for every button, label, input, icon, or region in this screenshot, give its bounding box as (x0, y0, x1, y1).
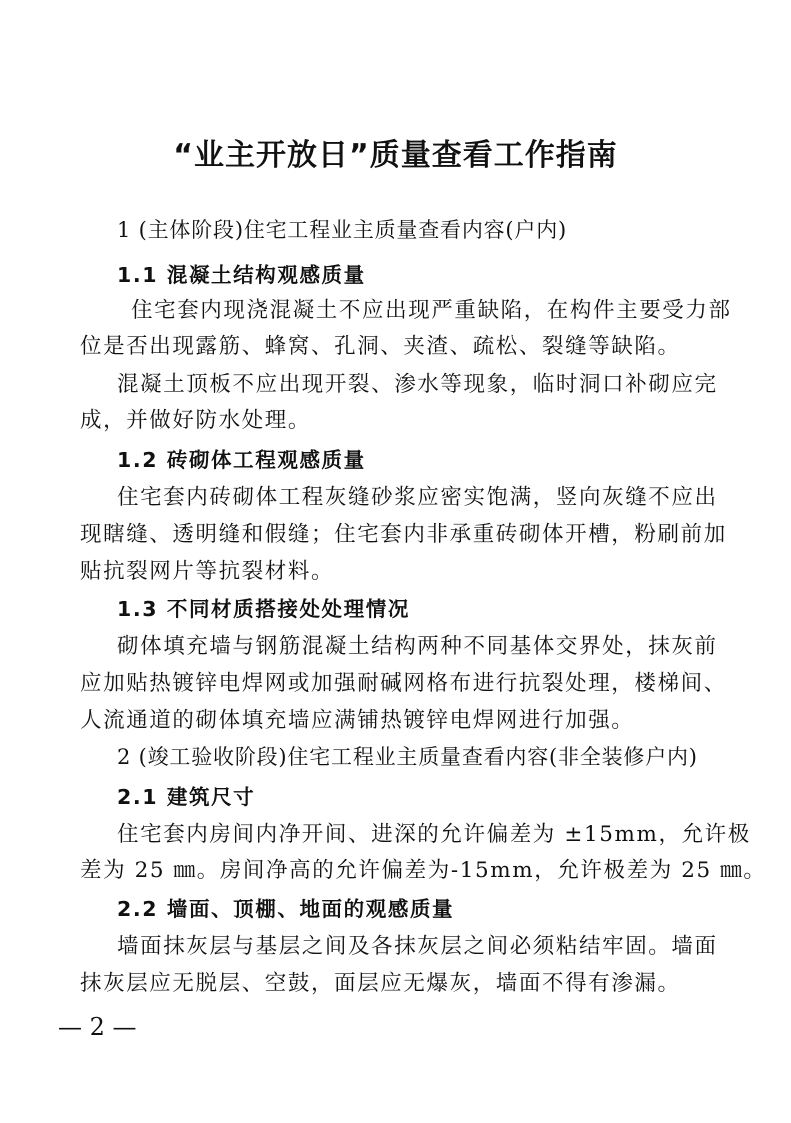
paragraph-line: 应加贴热镀锌电焊网或加强耐碱网格布进行抗裂处理，楼梯间、 (80, 671, 727, 696)
paragraph-line: 成，并做好防水处理。 (80, 408, 312, 433)
paragraph-line: 抹灰层应无脱层、空鼓，面层应无爆灰，墙面不得有渗漏。 (80, 971, 681, 996)
paragraph-line: 住宅套内房间内净开间、进深的允许偏差为 ±15mm，允许极 (117, 822, 751, 847)
section-2-title: 2 (竣工验收阶段)住宅工程业主质量查看内容(非全装修户内) (117, 745, 698, 769)
paragraph-line: 混凝土顶板不应出现开裂、渗水等现象，临时洞口补砌应完 (117, 372, 718, 397)
paragraph-line: 位是否出现露筋、蜂窝、孔洞、夹渣、疏松、裂缝等缺陷。 (80, 334, 681, 359)
heading-1-1: 1.1 混凝土结构观感质量 (117, 263, 366, 287)
paragraph-line: 住宅套内砖砌体工程灰缝砂浆应密实饱满，竖向灰缝不应出 (117, 485, 718, 510)
paragraph-line: 贴抗裂网片等抗裂材料。 (80, 559, 335, 584)
heading-1-2: 1.2 砖砌体工程观感质量 (117, 448, 366, 472)
paragraph-line: 住宅套内现浇混凝土不应出现严重缺陷，在构件主要受力部 (131, 298, 732, 323)
paragraph-line: 砌体填充墙与钢筋混凝土结构两种不同基体交界处，抹灰前 (117, 634, 718, 659)
document-title: “业主开放日”质量查看工作指南 (173, 138, 618, 173)
page-number: — 2 — (58, 1013, 137, 1041)
paragraph-line: 墙面抹灰层与基层之间及各抹灰层之间必须粘结牢固。墙面 (117, 934, 718, 959)
heading-1-3: 1.3 不同材质搭接处处理情况 (117, 597, 410, 621)
paragraph-line: 人流通道的砌体填充墙应满铺热镀锌电焊网进行加强。 (80, 708, 635, 733)
heading-2-1: 2.1 建筑尺寸 (117, 785, 256, 809)
heading-2-2: 2.2 墙面、顶棚、地面的观感质量 (117, 897, 455, 921)
paragraph-line: 差为 25 ㎜。房间净高的允许偏差为-15mm，允许极差为 25 ㎜。 (80, 858, 767, 883)
section-1-title: 1 (主体阶段)住宅工程业主质量查看内容(户内) (117, 218, 568, 242)
paragraph-line: 现瞎缝、透明缝和假缝；住宅套内非承重砖砌体开槽，粉刷前加 (80, 522, 727, 547)
